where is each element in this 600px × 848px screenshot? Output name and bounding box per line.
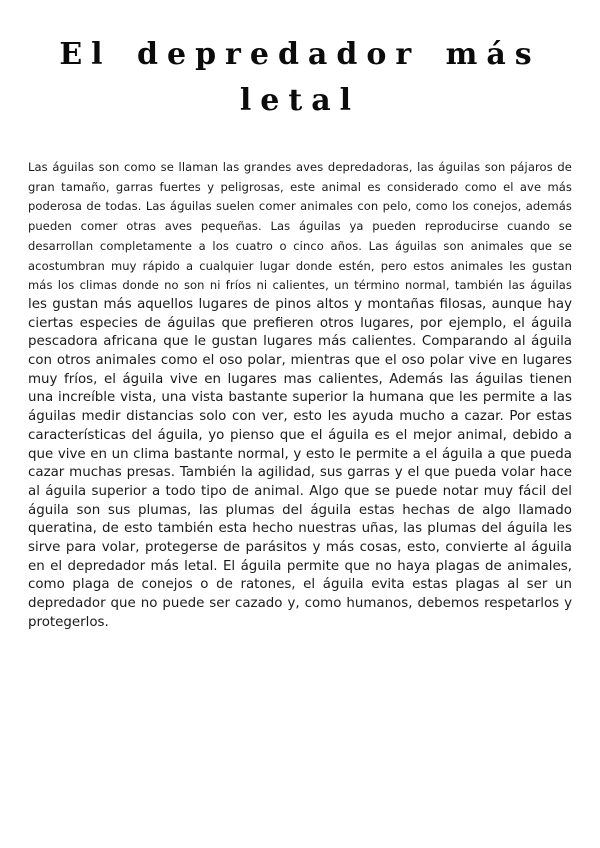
body-paragraph	[28, 158, 572, 633]
paragraph-segment-small: Las águilas son como se llaman las grandes aves depredadoras, las águilas son pájaros de gran tamaño, garras fuertes y peligrosas, este animal es considerado como el ave más poderosa de todas. Las águilas suelen comer animales con pelo, como los conejos, además pueden comer otras aves pequeñas. Las águilas ya pueden reproducirse cuando se desarrollan completamente a los cuatro o cinco años. Las águilas son animales que se acostumbran muy rápido a cualquier lugar donde estén, pero estos animales les gustan más los climas donde no son ni fríos ni calientes, un término normal, también las águilas	[28, 160, 572, 293]
document-title: El depredador más letal	[59, 37, 541, 118]
paragraph-segment-large: les gustan más aquellos lugares de pinos altos y montañas filosas, aunque hay ciertas especies de águilas que prefieren otros lugares, por ejemplo, el águila pescadora africana que le gustan lugares más calientes. Comparando al águila con otros animales como el oso polar, mientras que el oso polar vive en lugares muy fríos, el águila vive en lugares mas calientes, Además las águilas tienen una increíble vista, una vista bastante superior la humana que les permite a las águilas medir distancias solo con ver, esto les ayuda mucho a cazar. Por estas características del águila, yo pienso que el águila es el mejor animal, debido a que vive en un clima bastante normal, y esto le permite a el águila a que pueda cazar muchas presas. También la agilidad, sus garras y el que pueda volar hace al águila superior a todo tipo de animal. Algo que se puede notar muy fácil del águila son sus plumas, las plumas del águila estas hechas de algo llamado queratina, de esto también esta hecho nuestras uñas, las plumas del águila les sirve para volar, protegerse de parásitos y más cosas, esto, convierte al águila en el depredador más letal. El águila permite que no haya plagas de animales, como plaga de conejos o de ratones, el águila evita estas plagas al ser un depredador que no puede ser cazado y, como humanos, debemos respetarlos y protegerlos.	[28, 296, 572, 630]
